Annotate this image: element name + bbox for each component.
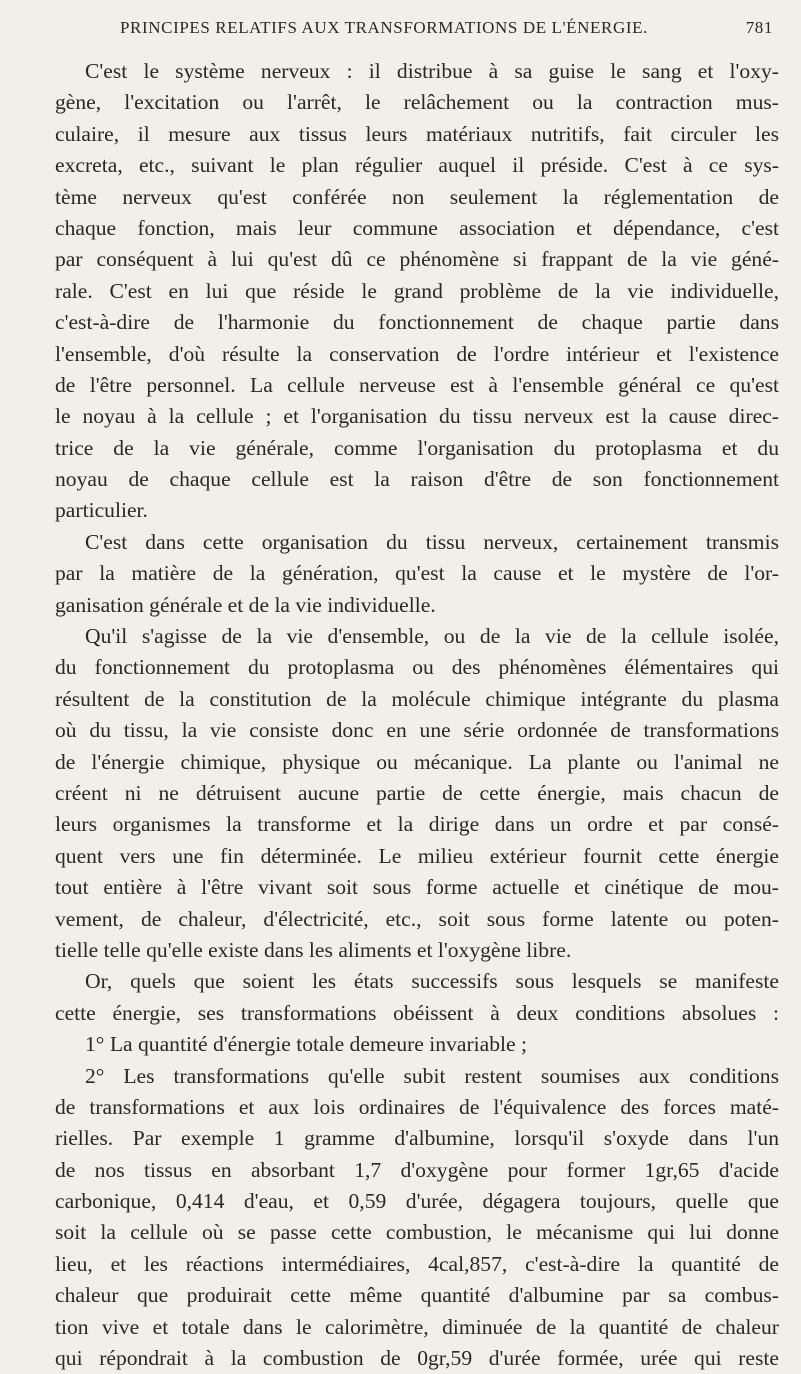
text-line: le noyau à la cellule ; et l'organisation du tissu nerveux est la cause direc- bbox=[55, 404, 779, 429]
text-line: culaire, il mesure aux tissus leurs matériaux nutritifs, fait circuler les bbox=[55, 121, 779, 146]
text-line: C'est dans cette organisation du tissu nerveux, certainement transmis bbox=[85, 529, 779, 554]
text-line: trice de la vie générale, comme l'organisation du protoplasma et du bbox=[55, 435, 779, 460]
text-line: tion vive et totale dans le calorimètre, diminuée de la quantité de chaleur bbox=[55, 1314, 779, 1339]
text-line: tielle telle qu'elle existe dans les aliments et l'oxygène libre. bbox=[55, 937, 572, 962]
text-line: de nos tissus en absorbant 1,7 d'oxygène pour former 1gr,65 d'acide bbox=[55, 1157, 779, 1182]
text-line: du fonctionnement du protoplasma ou des phénomènes élémentaires qui bbox=[55, 655, 779, 680]
text-line: par conséquent à lui qu'est dû ce phénomène si frappant de la vie géné- bbox=[55, 247, 779, 272]
page-number: 781 bbox=[745, 18, 773, 37]
text-line: tout entière à l'être vivant soit sous forme actuelle et cinétique de mou- bbox=[55, 875, 779, 900]
text-line: particulier. bbox=[55, 498, 148, 523]
text-line: vement, de chaleur, d'électricité, etc., soit sous forme latente ou poten- bbox=[55, 906, 779, 931]
body-text bbox=[55, 56, 779, 1374]
text-line: C'est le système nerveux : il distribue à sa guise le sang et l'oxy- bbox=[85, 59, 779, 83]
text-line: résultent de la constitution de la molécule chimique intégrante du plasma bbox=[55, 686, 779, 711]
text-line: où du tissu, la vie consiste donc en une série ordonnée de transformations bbox=[55, 718, 779, 743]
running-header bbox=[120, 18, 773, 44]
text-line: rale. C'est en lui que réside le grand problème de la vie individuelle, bbox=[55, 278, 779, 303]
text-line: créent ni ne détruisent aucune partie de cette énergie, mais chacun de bbox=[55, 780, 779, 805]
text-line: c'est-à-dire de l'harmonie du fonctionnement de chaque partie dans bbox=[55, 310, 779, 335]
text-line: l'ensemble, d'où résulte la conservation de l'ordre intérieur et l'existence bbox=[55, 341, 779, 366]
text-line: tème nerveux qu'est conférée non seulement la réglementation de bbox=[55, 184, 779, 209]
text-line: ganisation générale et de la vie individuelle. bbox=[55, 592, 436, 617]
text-line: 1° La quantité d'énergie totale demeure invariable ; bbox=[85, 1032, 528, 1057]
text-line: de l'énergie chimique, physique ou mécanique. La plante ou l'animal ne bbox=[55, 749, 779, 774]
text-line: soit la cellule où se passe cette combustion, le mécanisme qui lui donne bbox=[55, 1220, 779, 1245]
text-line: chaque fonction, mais leur commune association et dépendance, c'est bbox=[55, 215, 779, 240]
text-line: Qu'il s'agisse de la vie d'ensemble, ou de la vie de la cellule isolée, bbox=[85, 624, 779, 649]
text-line: leurs organismes la transforme et la dirige dans un ordre et par consé- bbox=[55, 812, 779, 837]
text-line: gène, l'excitation ou l'arrêt, le relâchement ou la contraction mus- bbox=[55, 90, 779, 115]
text-line: quent vers une fin déterminée. Le milieu extérieur fournit cette énergie bbox=[55, 843, 779, 868]
text-line: de transformations et aux lois ordinaires de l'équivalence des forces maté- bbox=[55, 1094, 779, 1119]
text-line: lieu, et les réactions intermédiaires, 4cal,857, c'est-à-dire la quantité de bbox=[55, 1251, 779, 1276]
text-line: qui répondrait à la combustion de 0gr,59 d'urée formée, urée qui reste bbox=[55, 1346, 779, 1371]
text-line: 2° Les transformations qu'elle subit restent soumises aux conditions bbox=[85, 1063, 779, 1088]
text-line: carbonique, 0,414 d'eau, et 0,59 d'urée, dégagera toujours, quelle que bbox=[55, 1189, 779, 1214]
text-line: par la matière de la génération, qu'est la cause et le mystère de l'or- bbox=[55, 561, 779, 586]
text-line: noyau de chaque cellule est la raison d'être de son fonctionnement bbox=[55, 467, 779, 492]
text-line: chaleur que produirait cette même quantité d'albumine par sa combus- bbox=[55, 1283, 779, 1308]
text-line: de l'être personnel. La cellule nerveuse est à l'ensemble général ce qu'est bbox=[55, 372, 779, 397]
running-title: PRINCIPES RELATIFS AUX TRANSFORMATIONS DE L'ÉNERGIE. bbox=[120, 18, 648, 37]
text-line: excreta, etc., suivant le plan régulier auquel il préside. C'est à ce sys- bbox=[55, 153, 779, 178]
text-line: cette énergie, ses transformations obéissent à deux conditions absolues : bbox=[55, 1000, 779, 1025]
text-line: rielles. Par exemple 1 gramme d'albumine, lorsqu'il s'oxyde dans l'un bbox=[55, 1126, 779, 1151]
text-line: Or, quels que soient les états successifs sous lesquels se manifeste bbox=[85, 969, 779, 994]
